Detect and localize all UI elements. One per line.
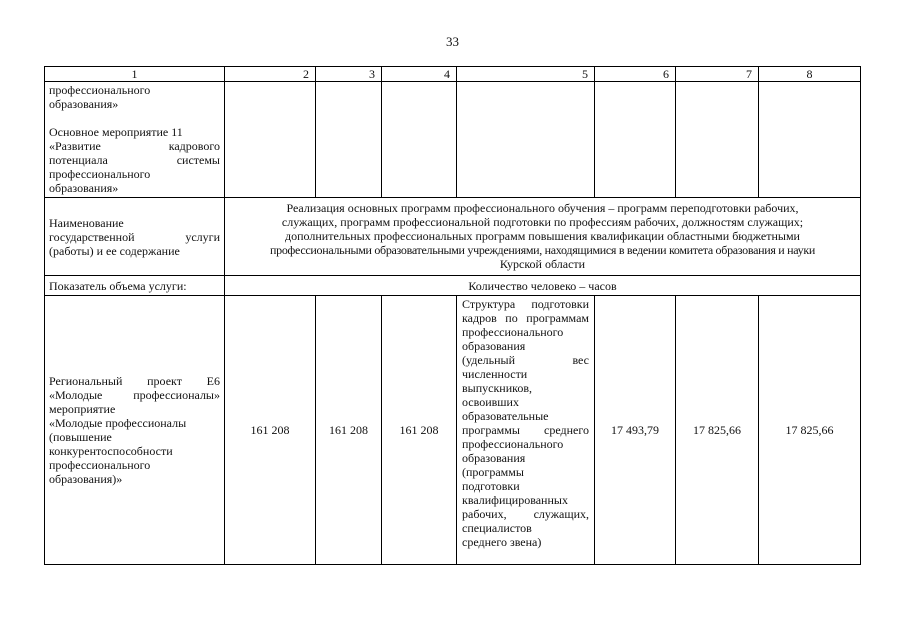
service-label-line: (работы) и ее содержание <box>49 243 180 258</box>
structure-line: среднего звена) <box>462 535 542 549</box>
structure-line: образования <box>462 339 526 353</box>
service-label-line: Наименование <box>49 215 124 230</box>
project-col-2-value: 161 208 <box>224 295 316 565</box>
continuation-col-3 <box>315 81 382 198</box>
project-col-7-value: 17 825,66 <box>675 295 759 565</box>
structure-line: (программы <box>462 465 524 479</box>
header-col-4: 4 <box>381 66 457 82</box>
main-activity-line: потенциала системы <box>49 153 220 167</box>
structure-line: программы среднего <box>462 423 589 437</box>
main-activity-line: образования» <box>49 181 119 195</box>
project-col-4-value: 161 208 <box>381 295 457 565</box>
main-activity-line: профессионального <box>49 167 151 181</box>
continuation-line: профессионального <box>49 83 151 97</box>
continuation-col-7 <box>675 81 759 198</box>
continuation-col-4 <box>381 81 457 198</box>
continuation-col-2 <box>224 81 316 198</box>
structure-line: образовательные <box>462 409 549 423</box>
project-label-line: образования)» <box>49 472 123 486</box>
structure-line: профессионального <box>462 437 564 451</box>
project-col-6-value: 17 493,79 <box>594 295 676 565</box>
structure-line: численности <box>462 367 528 381</box>
project-col-8-value: 17 825,66 <box>758 295 861 565</box>
project-label-line: профессионального <box>49 458 151 472</box>
header-col-6: 6 <box>594 66 676 82</box>
structure-line: кадров по программам <box>462 311 589 325</box>
structure-line: подготовки <box>462 479 520 493</box>
structure-line: Структура подготовки <box>462 297 589 311</box>
project-label-line: (повышение <box>49 430 112 444</box>
service-content-line: профессиональными образовательными учреждениями, находящимися в ведении комитета образования и науки <box>270 243 815 257</box>
structure-line: выпускников, <box>462 381 533 395</box>
main-activity-line: Основное мероприятие 11 <box>49 125 183 139</box>
indicator-label-cell: Показатель объема услуги: <box>44 275 225 296</box>
header-col-7: 7 <box>675 66 759 82</box>
structure-line: профессионального <box>462 325 564 339</box>
header-col-8: 8 <box>758 66 861 82</box>
service-content-line: Реализация основных программ профессионального обучения – программ переподготовки рабочих, <box>286 201 799 215</box>
header-col-2: 2 <box>224 66 316 82</box>
continuation-col-5 <box>456 81 595 198</box>
header-col-1: 1 <box>44 66 225 82</box>
service-label-line: государственной услуги <box>49 229 220 244</box>
project-structure-cell <box>456 295 595 565</box>
service-content-line: Курской области <box>499 257 586 271</box>
structure-line: рабочих, служащих, <box>462 507 589 521</box>
structure-line: специалистов <box>462 521 532 535</box>
structure-line: освоивших <box>462 395 519 409</box>
main-activity-line: «Развитие кадрового <box>49 139 220 153</box>
structure-line: квалифицированных <box>462 493 568 507</box>
continuation-col-6 <box>594 81 676 198</box>
indicator-value-cell: Количество человеко – часов <box>224 275 861 296</box>
project-label-line: конкурентоспособности <box>49 444 173 458</box>
project-label-line: мероприятие <box>49 402 116 416</box>
service-content-line: служащих, программ профессиональной подготовки по профессиям рабочих, должностям служащих; <box>281 215 804 229</box>
project-label-line: Региональный проект Е6 <box>49 374 220 388</box>
service-content-cell <box>224 197 861 276</box>
structure-line: (удельный вес <box>462 353 589 367</box>
page-number: 33 <box>446 34 459 49</box>
continuation-label-cell <box>44 81 225 198</box>
project-col-3-value: 161 208 <box>315 295 382 565</box>
header-col-5: 5 <box>456 66 595 82</box>
continuation-col-8 <box>758 81 861 198</box>
continuation-line: образования» <box>49 97 119 111</box>
structure-line: образования <box>462 451 526 465</box>
project-label-line: «Молодые профессионалы» <box>49 388 220 402</box>
service-content-line: дополнительных профессиональных программ повышения квалификации областными бюджетными <box>285 229 800 243</box>
header-col-3: 3 <box>315 66 382 82</box>
service-label-cell <box>44 197 225 276</box>
project-label-cell <box>44 295 225 565</box>
project-label-line: «Молодые профессионалы <box>49 416 187 430</box>
